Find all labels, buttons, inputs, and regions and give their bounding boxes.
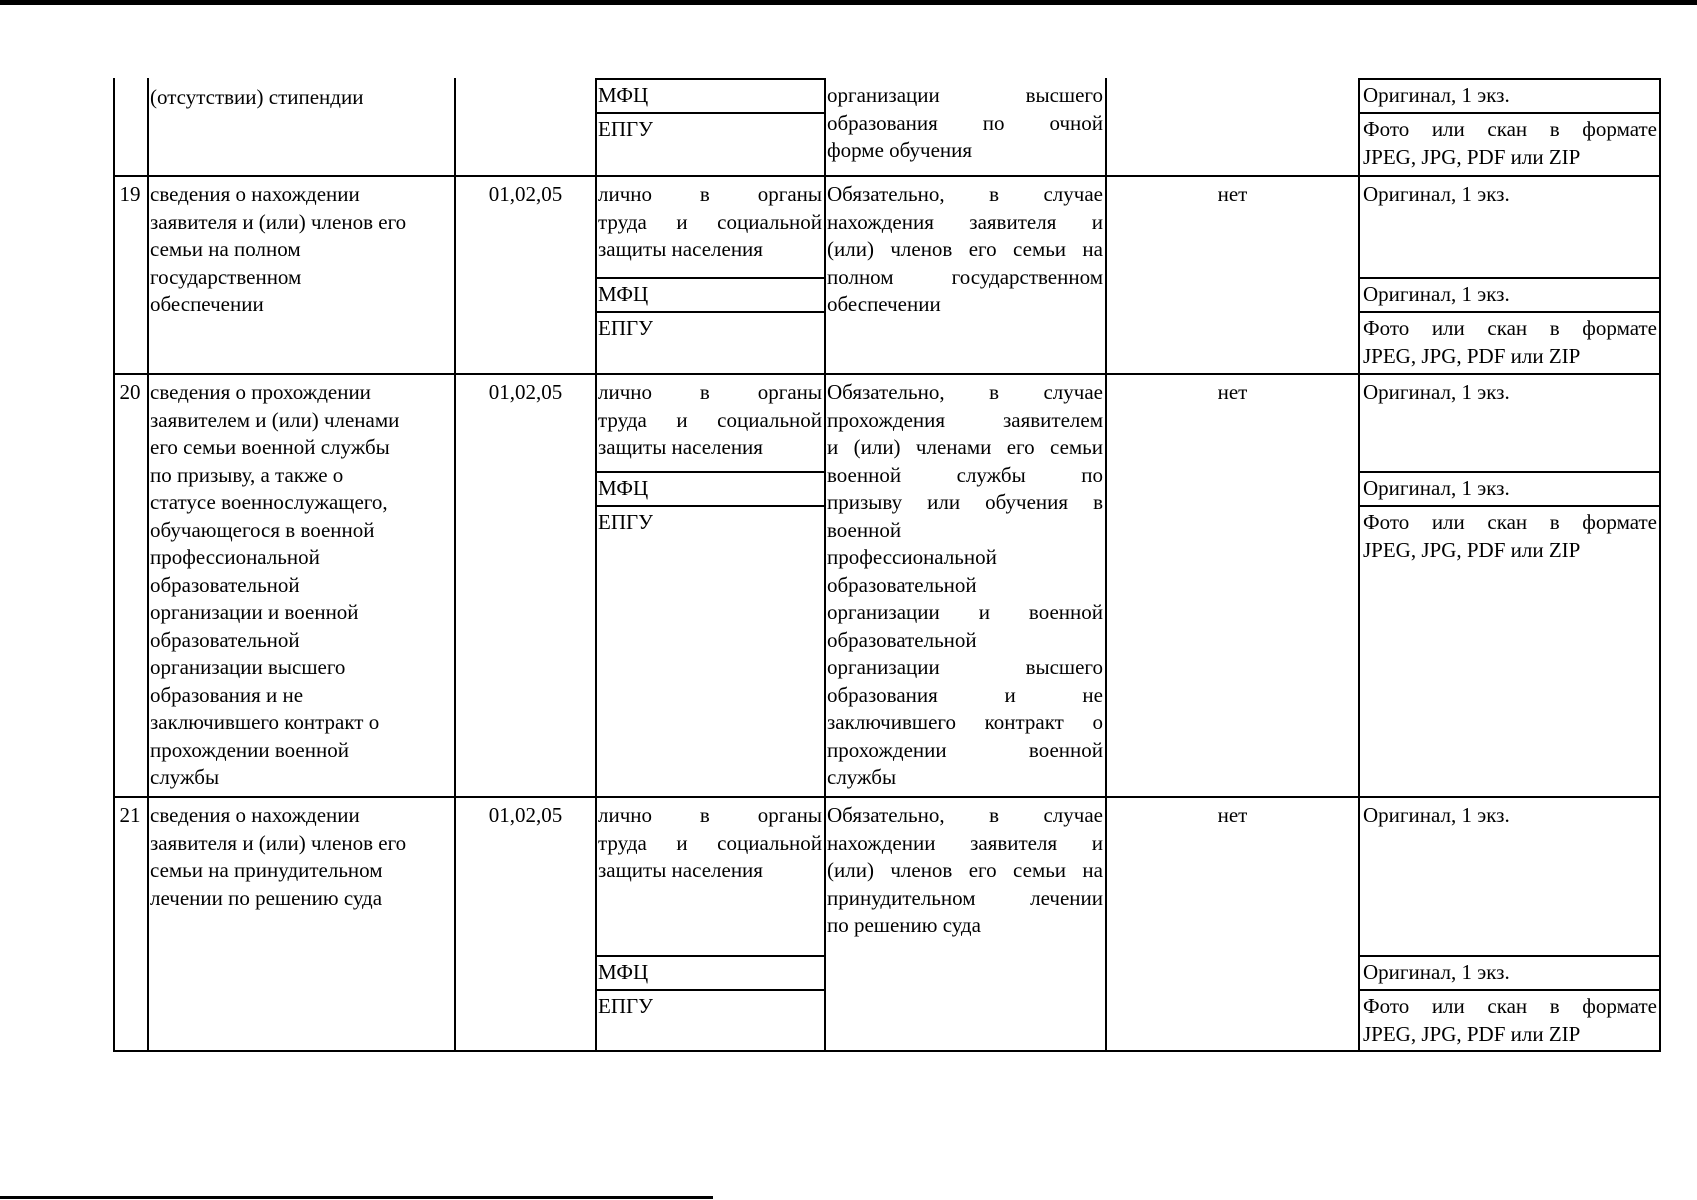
channel-lichno [598, 802, 822, 885]
text-line: полном государственном [827, 264, 1103, 289]
text-line: МФЦ [598, 282, 649, 306]
grid-line [113, 796, 1661, 798]
text-line: принудительном лечении [827, 885, 1103, 910]
text-line: образования и не [827, 682, 1103, 707]
channel-lichno [598, 181, 822, 264]
document-info-cell [150, 181, 452, 319]
text-line: Фото или скан в формате [1363, 316, 1657, 340]
grid-line [1105, 78, 1107, 1052]
top-border-bar [0, 0, 1697, 5]
grid-line [454, 78, 456, 1052]
text-line: 21 [119, 803, 141, 827]
condition-cell [827, 82, 1103, 165]
text-line: МФЦ [598, 960, 649, 984]
text-line: Обязательно, в случае [827, 182, 1103, 206]
form-lichno [1363, 181, 1657, 209]
text-line: ЕПГУ [598, 117, 654, 141]
text-line: JPEG, JPG, PDF или ZIP [1363, 144, 1581, 169]
text-line: статусе военнослужащего, [150, 490, 388, 514]
text-line: Оригинал, 1 экз. [1363, 803, 1510, 827]
text-line: заключившего контракт о [150, 710, 380, 734]
grid-line [595, 311, 826, 313]
channel-epgu [598, 315, 822, 343]
grid-line [595, 471, 826, 473]
required-cell [1107, 802, 1358, 830]
text-line: МФЦ [598, 476, 649, 500]
grid-line [1659, 78, 1661, 1052]
channel-mfc [598, 475, 822, 503]
text-line: Фото или скан в формате [1363, 994, 1657, 1018]
text-line: службы [827, 765, 897, 789]
text-line: ЕПГУ [598, 510, 654, 534]
text-line: обеспечении [150, 292, 264, 316]
text-line: защиты населения [598, 858, 763, 882]
grid-line [1358, 471, 1661, 473]
grid-line [113, 373, 1661, 375]
text-line: нахождения заявителя и [827, 209, 1103, 234]
text-line: образовательной [150, 572, 300, 597]
text-line: заявителем и (или) членами [150, 407, 400, 432]
row-number [113, 181, 147, 209]
code-cell [456, 802, 595, 830]
grid-line [1358, 78, 1661, 80]
text-line: Обязательно, в случае [827, 803, 1103, 827]
text-line: обучающегося в военной [150, 517, 375, 542]
text-line: профессиональной [827, 545, 997, 569]
condition-cell [827, 802, 1103, 940]
grid-line [595, 277, 826, 279]
grid-line [113, 1050, 1661, 1052]
grid-line [595, 112, 826, 114]
row-number [113, 802, 147, 830]
text-line: нет [1217, 380, 1248, 404]
text-line: ЕПГУ [598, 316, 654, 340]
text-line: по решению суда [827, 913, 981, 937]
grid-line [147, 78, 149, 1052]
text-line: Оригинал, 1 экз. [1363, 182, 1510, 206]
text-line: организации высшего [150, 655, 346, 679]
form-lichno [1363, 802, 1657, 830]
grid-line [1358, 505, 1661, 507]
text-line: заключившего контракт о [827, 710, 1103, 734]
text-line: организации высшего [827, 83, 1103, 107]
text-line: и (или) членами его семьи [827, 435, 1103, 459]
text-line: форме обучения [827, 138, 973, 162]
text-line: нет [1217, 803, 1248, 827]
text-line: Обязательно, в случае [827, 380, 1103, 404]
row-number [113, 379, 147, 407]
grid-line [1358, 78, 1360, 1052]
form-lichno [1363, 82, 1657, 110]
text-line: призыву или обучения в [827, 490, 1103, 514]
channel-epgu [598, 116, 822, 144]
text-line: Оригинал, 1 экз. [1363, 380, 1510, 404]
footnote-separator [0, 1196, 713, 1199]
channel-mfc [598, 281, 822, 309]
grid-line [595, 78, 597, 1052]
text-line: 01,02,05 [488, 182, 563, 206]
text-line: лично в органы [598, 803, 822, 827]
grid-line [824, 78, 826, 1052]
grid-line [1358, 955, 1661, 957]
text-line: 01,02,05 [488, 380, 563, 404]
channel-mfc [598, 959, 822, 987]
grid-line [113, 78, 115, 1052]
text-line: защиты населения [598, 237, 763, 261]
text-line: прохождении военной [150, 737, 349, 762]
text-line: сведения о нахождении [150, 182, 360, 206]
form-lichno [1363, 379, 1657, 407]
text-line: труда и социальной [598, 830, 822, 855]
text-line: лично в органы [598, 182, 822, 206]
channel-epgu [598, 509, 822, 537]
code-cell [456, 379, 595, 407]
text-line: организации высшего [827, 655, 1103, 679]
text-line: военной [827, 517, 902, 542]
text-line: нахождении заявителя и [827, 830, 1103, 855]
text-line: семьи на принудительном [150, 858, 383, 882]
text-line: нет [1217, 182, 1248, 206]
form-mfc [1363, 281, 1657, 309]
text-line: Фото или скан в формате [1363, 117, 1657, 141]
text-line: службы [150, 765, 220, 789]
condition-cell [827, 379, 1103, 792]
text-line: обеспечении [827, 292, 941, 316]
text-line: Оригинал, 1 экз. [1363, 476, 1510, 500]
text-line: образовательной [150, 627, 300, 652]
text-line: его семьи военной службы [150, 435, 390, 459]
text-line: (или) членов его семьи на [827, 237, 1103, 261]
text-line: ЕПГУ [598, 994, 654, 1018]
text-line: Фото или скан в формате [1363, 510, 1657, 534]
form-epgu [1363, 116, 1657, 171]
text-line: сведения о прохождении [150, 380, 371, 404]
document-info-cell [150, 802, 452, 912]
text-line: лично в органы [598, 380, 822, 404]
code-cell [456, 181, 595, 209]
text-line: профессиональной [150, 545, 320, 569]
text-line: Оригинал, 1 экз. [1363, 282, 1510, 306]
channel-mfc [598, 82, 822, 110]
grid-line [1358, 277, 1661, 279]
channel-lichno [598, 379, 822, 462]
text-line: труда и социальной [598, 407, 822, 432]
grid-line [113, 175, 1661, 177]
text-line: прохождения заявителем [827, 407, 1103, 432]
grid-line [1358, 989, 1661, 991]
text-line: заявителя и (или) членов его [150, 830, 407, 855]
text-line: образования и не [150, 682, 304, 707]
text-line: 01,02,05 [488, 803, 563, 827]
text-line: лечении по решению суда [150, 885, 383, 910]
text-line: образовательной [827, 572, 977, 597]
grid-line [595, 989, 826, 991]
text-line: сведения о нахождении [150, 803, 360, 827]
text-line: JPEG, JPG, PDF или ZIP [1363, 343, 1581, 368]
condition-cell [827, 181, 1103, 319]
text-line: МФЦ [598, 83, 649, 107]
text-line: (или) членов его семьи на [827, 858, 1103, 882]
form-epgu [1363, 315, 1657, 370]
text-line: труда и социальной [598, 209, 822, 234]
text-line: семьи на полном [150, 237, 301, 261]
text-line: по призыву, а также о [150, 462, 344, 487]
text-line: 19 [119, 182, 141, 206]
form-mfc [1363, 475, 1657, 503]
text-line: образовательной [827, 627, 977, 652]
text-line: (отсутствии) стипендии [150, 85, 364, 109]
grid-line [1358, 311, 1661, 313]
text-line: военной службы по [827, 462, 1103, 487]
text-line: заявителя и (или) членов его [150, 209, 407, 234]
grid-line [1358, 112, 1661, 114]
required-cell [1107, 181, 1358, 209]
form-epgu [1363, 509, 1657, 564]
channel-epgu [598, 993, 822, 1021]
text-line: Оригинал, 1 экз. [1363, 83, 1510, 107]
grid-line [595, 955, 826, 957]
document-info-cell [150, 379, 452, 792]
form-epgu [1363, 993, 1657, 1048]
text-line: образования по очной [827, 110, 1103, 135]
grid-line [595, 78, 826, 80]
grid-line [595, 505, 826, 507]
text-line: 20 [119, 380, 141, 404]
document-info-cell [150, 84, 450, 112]
text-line: JPEG, JPG, PDF или ZIP [1363, 1021, 1581, 1046]
text-line: Оригинал, 1 экз. [1363, 960, 1510, 984]
text-line: государственном [150, 264, 302, 289]
text-line: прохождении военной [827, 737, 1103, 762]
text-line: JPEG, JPG, PDF или ZIP [1363, 537, 1581, 562]
required-cell [1107, 379, 1358, 407]
text-line: организации и военной [150, 600, 359, 624]
form-mfc [1363, 959, 1657, 987]
text-line: защиты населения [598, 435, 763, 459]
text-line: организации и военной [827, 600, 1103, 624]
